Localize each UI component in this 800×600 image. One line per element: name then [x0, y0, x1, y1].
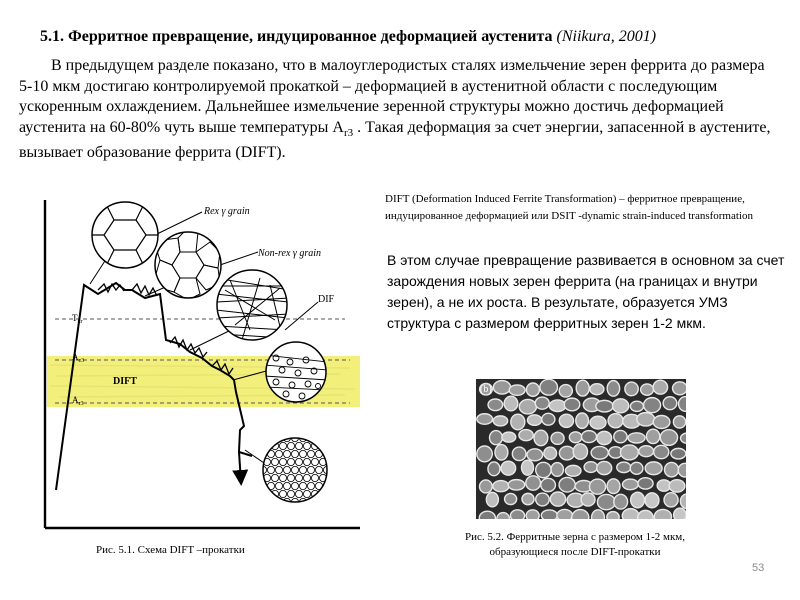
fine-ferrite-circle [259, 434, 334, 505]
note-text: В этом случае превращение развивается в основном за счет зарождения новых зерен феррита (на границах и внутри зерен), а не их роста. В результате, образуется УМЗ структура с размером ферритных зерен 1-2 мкм. [387, 252, 785, 331]
tnr-label: $T_{nr}$ [72, 313, 83, 325]
figure-2-caption: Рис. 5.2. Ферритные зерна с размером 1-2 мкм, образующиеся после DIFT-прокатки [464, 531, 686, 558]
ar3-label: $A_{r3}$ [72, 395, 84, 407]
rolling-pass-3 [170, 337, 207, 357]
heading-citation: (Niikura, 2001) [556, 28, 657, 45]
rex-grain-label: Rex γ grain [204, 206, 250, 217]
slide-heading [40, 28, 780, 46]
rex-grain-circle [155, 230, 221, 300]
ferrite-micrograph [476, 379, 686, 519]
nonrex-grain-label: Non-rex γ grain [258, 248, 322, 259]
rolling-pass-2 [132, 284, 157, 296]
heading-title: 5.1. Ферритное превращение, индуцированное деформацией аустенита [40, 28, 553, 45]
dif-circle [264, 342, 328, 402]
figure-1-caption: Рис. 5.1. Схема DIFT –прокатки [96, 544, 245, 556]
intro-tail: . Такая деформация за счет энергии, запасенной в аустените, вызывает образование феррита (DIFT). [19, 118, 771, 161]
dift-label: DIFT [113, 376, 137, 387]
page-number: 53 [752, 562, 765, 574]
cooling-arrow [239, 452, 241, 482]
coarse-grain-circle [90, 202, 160, 268]
nonrex-grain-circle [215, 270, 290, 340]
dif-label: DIF [318, 294, 335, 305]
micrograph-corner-label: (b) [480, 384, 492, 395]
mechanism-note [387, 250, 787, 334]
dift-definition [385, 191, 780, 225]
intro-text: В предыдущем разделе показано, что в малоуглеродистых сталях измельчение зерен феррита до размера 5-10 мкм достигаю контролируемой прокаткой – деформацией в аустенитной области с последующим ускоренным охлаждением. Дальнейшее измельчение зеренной структуры можно достичь деформацией аустенита на 60-80% чуть выше температуры А [19, 57, 765, 136]
definition-text: DIFT (Deformation Induced Ferrite Transformation) – ферритное превращение, индуцированное деформацией или DSIT -dynamic strain-induced transformation [385, 193, 753, 222]
intro-subscript: r3 [343, 126, 354, 139]
intro-paragraph [19, 56, 779, 164]
dift-schematic [20, 190, 365, 540]
ae3-label: $A_{e3}$ [72, 352, 85, 364]
